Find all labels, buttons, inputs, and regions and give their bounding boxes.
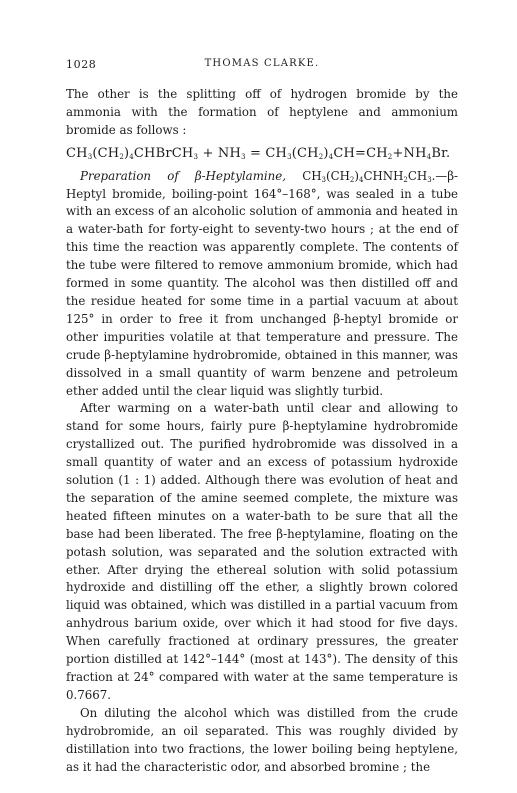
eq-subscript: 4 — [328, 152, 334, 161]
eq-part: ) — [323, 145, 329, 161]
eq-part: CH=CH — [333, 145, 388, 161]
eq-part: +NH — [392, 145, 427, 161]
paragraph-diluting: On diluting the alcohol which was distilled from the crude hydrobromide, an oil separated. This was roughly divided by distillation into two fractions, the lower boiling being heptylene, as it had the characteristic odor, and absorbed bromine ; the — [66, 705, 458, 774]
formula-part: CH — [407, 168, 428, 183]
page-header — [66, 58, 458, 74]
eq-part: CH — [66, 145, 88, 161]
body-text — [66, 86, 458, 776]
intro-paragraph: The other is the splitting off of hydrogen bromide by the ammonia with the formation of heptylene and ammonium bromide as follows : — [66, 87, 458, 137]
paragraph-workup: After warming on a water-bath until clear and allowing to stand for some hours, fairly pure β-heptylamine hydrobromide crystallized out. The purified hydrobromide was dissolved in a small quantity of water and an excess of potassium hydroxide solution (1 : 1) added. Although there was evolution of heat and the separation of the amine seemed complete, the mixture was heated fifteen minutes on a water-bath to be sure that all the base had been liberated. The free β-heptylamine, floating on the potash solution, was separated and the solution extracted with ether. After drying the ethereal solution with solid potassium hydroxide and distilling off the ether, a slightly brown colored liquid was obtained, which was distilled in a partial vacuum from anhydrous barium oxide, over which it had stood for five days. When carefully fractioned at ordinary pressures, the greater portion distilled at 142°–144° (most at 143°). The density of this fraction at 24° compared with water at the same temperature is 0.7667. — [66, 401, 458, 702]
formula-subscript: 3 — [321, 175, 326, 184]
eq-subscript: 4 — [129, 152, 134, 161]
running-head: THOMAS CLARKE. — [204, 58, 320, 69]
eq-part: + NH — [198, 145, 241, 161]
formula-part: (CH — [325, 168, 350, 183]
preparation-text: Heptyl bromide, boiling-point 164°–168°, was sealed in a tube with an excess of an alcoholic solution of ammonia and heated in a water-bath for forty-eight to seventy-two hours ; at the end of this time the reaction was apparently complete. The contents of the tube were filtered to remove ammonium bromide, which had formed in some quantity. The alcohol was then distilled off and the residue heated for some time in a partial vacuum at about 125° in order to free it from unchanged β-heptyl bromide or other impurities volatile at that temperature and pressure. The crude β-heptylamine hydrobromide, obtained in this manner, was dissolved in a small quantity of warm benzene and petroleum ether added until the clear liquid was slightly turbid. — [66, 186, 458, 398]
eq-subscript: 3 — [287, 152, 292, 161]
formula-subscript: 3 — [427, 175, 432, 184]
reaction-equation — [66, 145, 458, 163]
eq-part: ) — [123, 145, 130, 161]
formula — [302, 169, 458, 183]
eq-subscript: 3 — [87, 152, 93, 161]
eq-part: Br. — [431, 145, 451, 161]
eq-subscript: 3 — [240, 152, 246, 161]
formula-part: CH — [302, 168, 322, 183]
formula-part: ) — [354, 168, 359, 183]
eq-subscript: 2 — [119, 152, 124, 161]
preparation-paragraph — [66, 168, 458, 401]
formula-part: .—β- — [431, 168, 459, 183]
eq-part: CHBrCH — [133, 145, 194, 161]
formula-subscript: 4 — [358, 175, 364, 184]
formula-part: CHNH — [363, 168, 404, 183]
eq-part: (CH — [92, 145, 120, 161]
eq-part: (CH — [291, 145, 319, 161]
eq-subscript: 4 — [426, 152, 432, 161]
section-title: Preparation of β-Heptylamine, — [80, 168, 286, 183]
eq-subscript: 3 — [193, 152, 199, 161]
eq-subscript: 2 — [387, 152, 393, 161]
eq-part: = CH — [245, 145, 288, 161]
eq-subscript: 2 — [318, 152, 324, 161]
formula-subscript: 2 — [403, 175, 408, 184]
page-number: 1028 — [66, 58, 97, 71]
formula-subscript: 2 — [349, 175, 355, 184]
